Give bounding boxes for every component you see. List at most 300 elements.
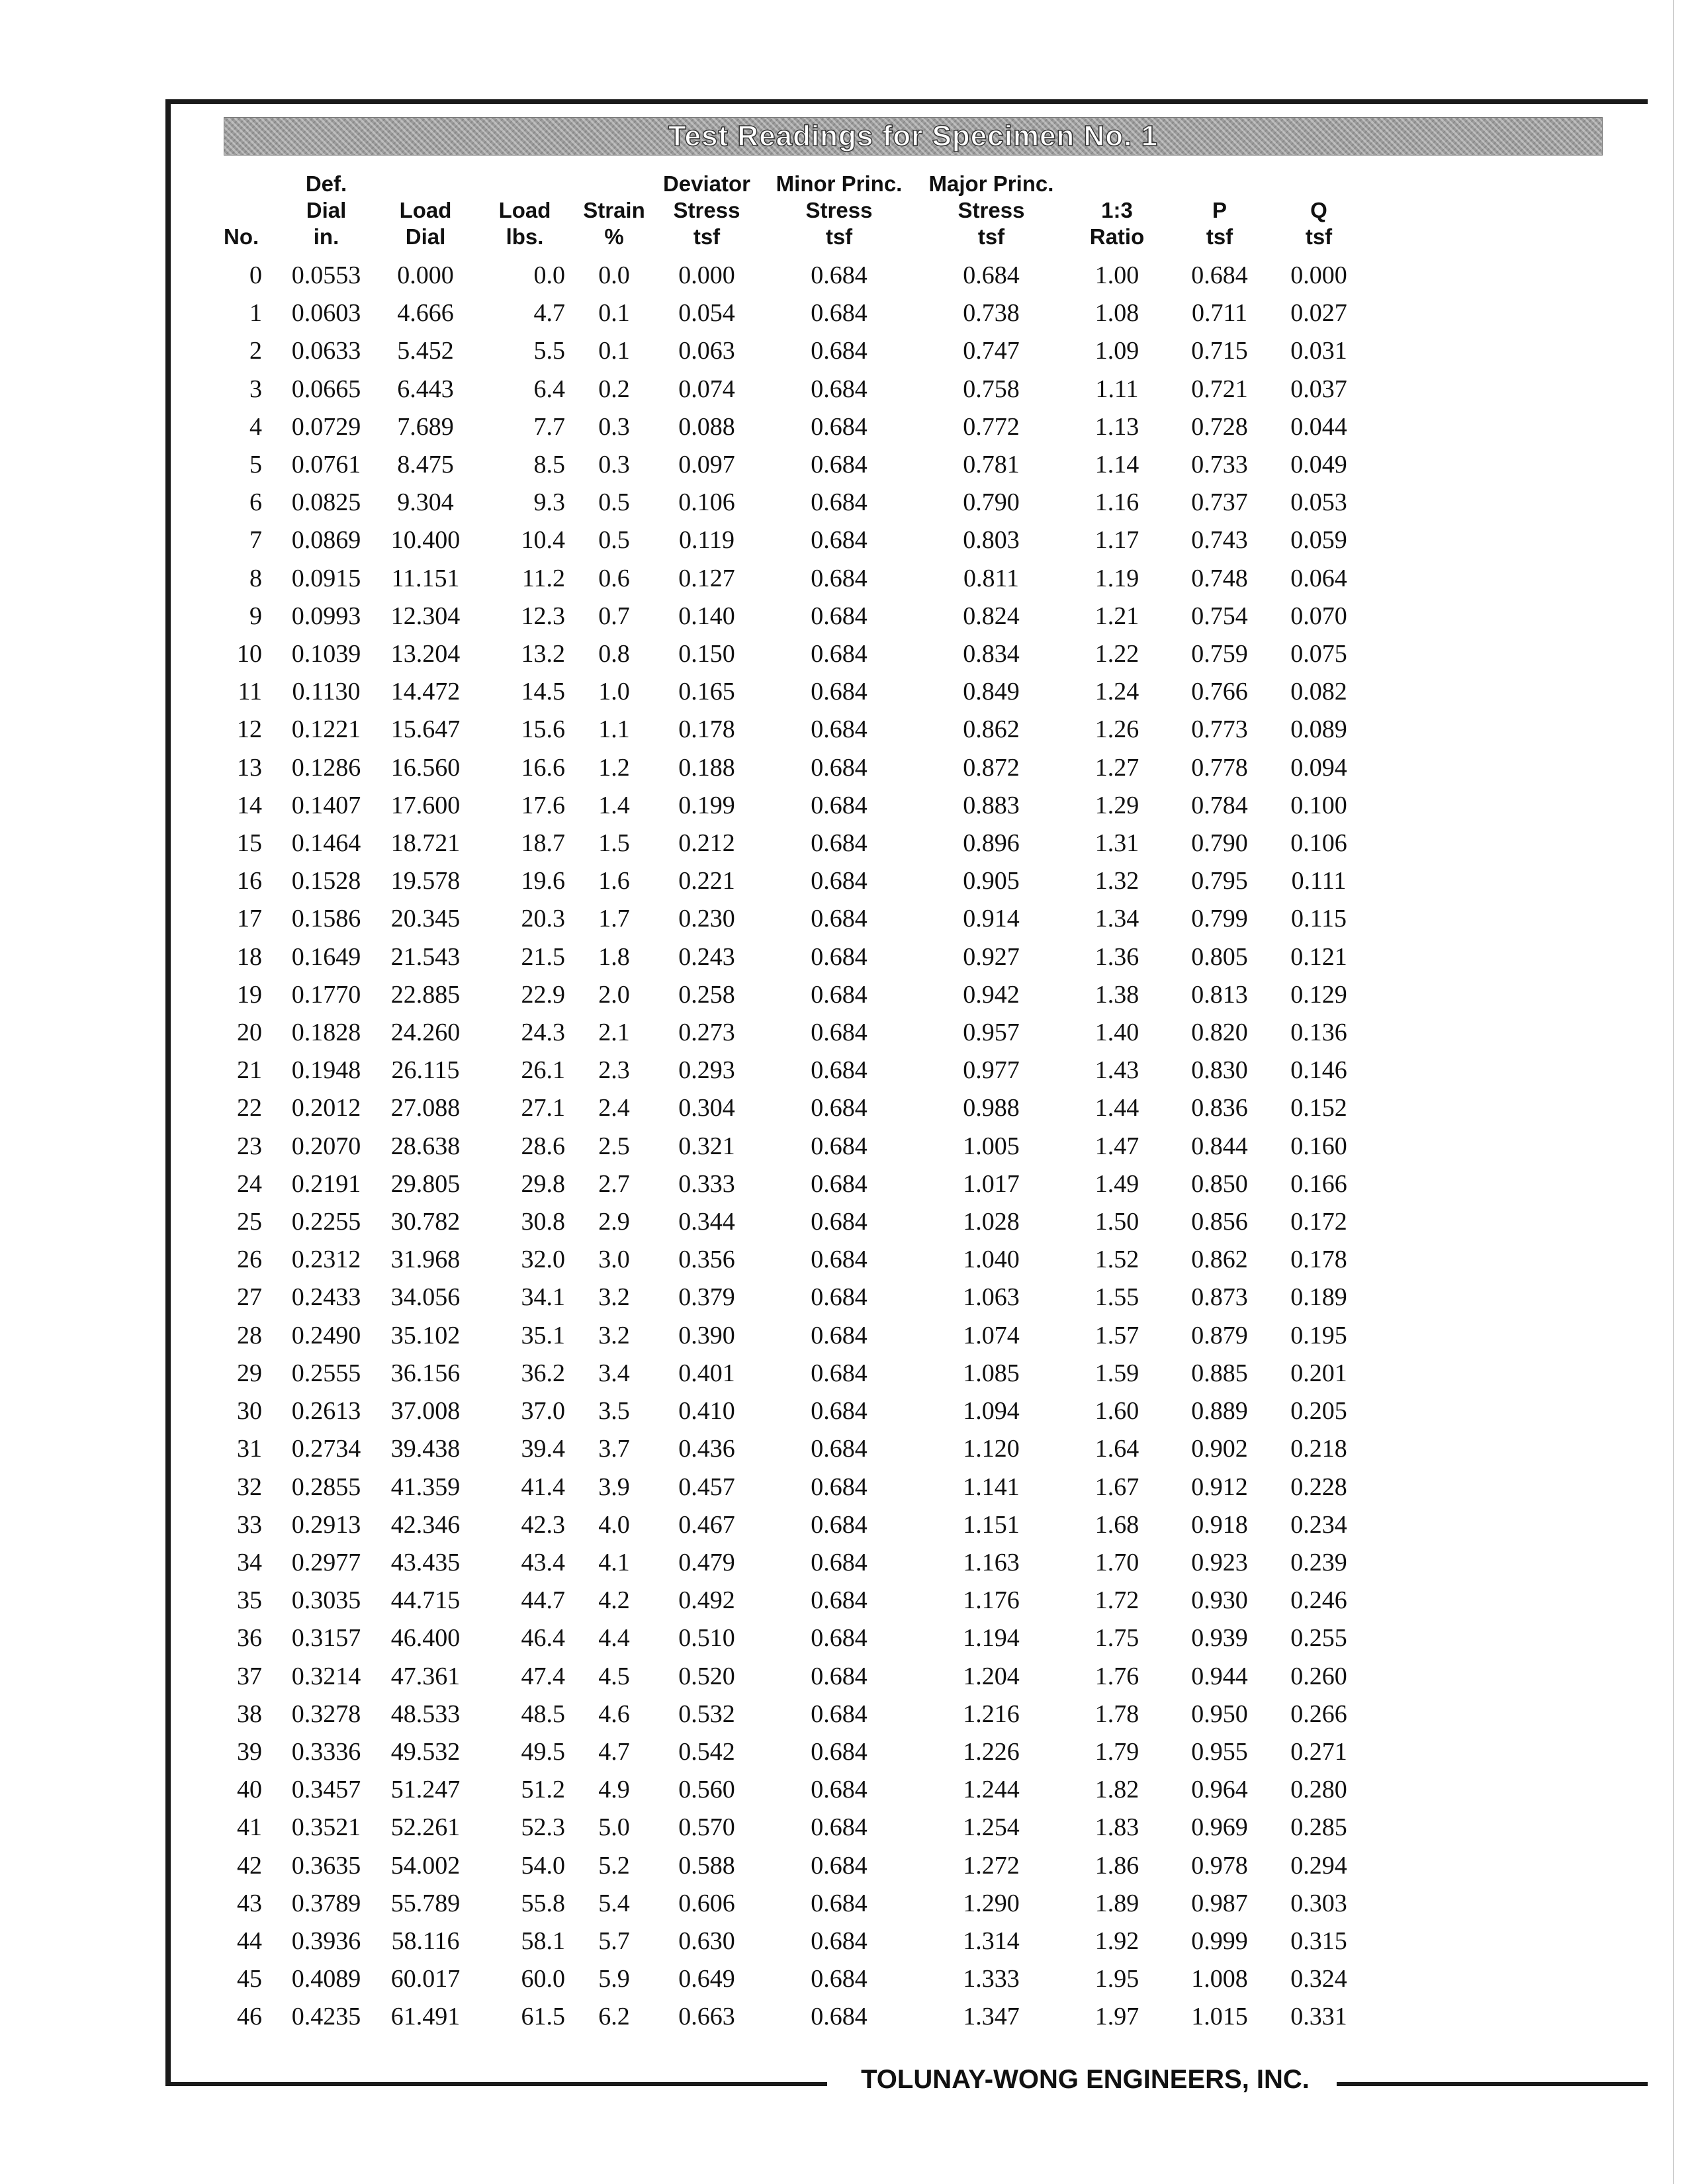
table-cell: 1.92 (1094, 1927, 1139, 1955)
table-cell: 4.0 (598, 1510, 630, 1539)
table-cell: 0.230 (678, 905, 735, 933)
table-cell: 1.50 (1094, 1208, 1139, 1236)
table-cell: 0.684 (811, 715, 868, 744)
table-cell: 0.999 (1191, 1927, 1248, 1955)
column-header-line: tsf (977, 224, 1005, 249)
table-cell: 0.759 (1191, 640, 1248, 668)
table-cell: 1.34 (1094, 905, 1139, 933)
table-cell: 23 (237, 1132, 262, 1160)
table-cell: 0.243 (678, 942, 735, 971)
table-cell: 1.24 (1094, 678, 1139, 706)
table-cell: 36 (237, 1624, 262, 1653)
table-cell: 0.520 (678, 1662, 735, 1690)
table-cell: 1.2 (598, 753, 630, 782)
table-cell: 0.663 (678, 2003, 735, 2031)
table-cell: 0.889 (1191, 1397, 1248, 1426)
table-cell: 0.795 (1191, 867, 1248, 895)
table-cell: 43 (237, 1889, 262, 1917)
table-cell: 1.32 (1094, 867, 1139, 895)
table-cell: 27 (237, 1283, 262, 1312)
table-cell: 0.212 (678, 829, 735, 858)
table-row (224, 711, 1368, 749)
table-cell: 0.532 (678, 1700, 735, 1728)
table-cell: 0.1586 (291, 905, 361, 933)
table-cell: 0.0633 (291, 337, 361, 365)
table-cell: 9 (249, 602, 262, 630)
table-cell: 0.684 (811, 488, 868, 517)
footer-rule-right (1337, 2082, 1648, 2086)
table-row (224, 1847, 1368, 1885)
table-cell: 1.005 (963, 1132, 1020, 1160)
table-cell: 1.47 (1094, 1132, 1139, 1160)
table-row (224, 1809, 1368, 1846)
table-cell: 17 (237, 905, 262, 933)
table-cell: 0.930 (1191, 1586, 1248, 1615)
table-row (224, 673, 1368, 711)
column-header-line: Strain (583, 198, 645, 222)
table-cell: 0.188 (678, 753, 735, 782)
table-cell: 1.1 (598, 715, 630, 744)
table-cell: 0.684 (811, 526, 868, 555)
table-cell: 0.684 (811, 678, 868, 706)
table-cell: 0.266 (1290, 1700, 1347, 1728)
table-cell: 43.4 (521, 1548, 565, 1576)
table-cell: 1.83 (1094, 1813, 1139, 1842)
table-cell: 0.684 (811, 1700, 868, 1728)
table-cell: 0.0825 (291, 488, 361, 517)
table-cell: 0.772 (963, 412, 1020, 441)
table-cell: 7.689 (397, 412, 454, 441)
table-cell: 4.9 (598, 1776, 630, 1804)
table-cell: 0.082 (1290, 678, 1347, 706)
table-cell: 0.684 (811, 905, 868, 933)
table-cell: 0.321 (678, 1132, 735, 1160)
table-cell: 0.684 (811, 1624, 868, 1653)
table-cell: 0.2070 (291, 1132, 361, 1160)
table-cell: 1.95 (1094, 1965, 1139, 1993)
table-cell: 0.044 (1290, 412, 1347, 441)
table-cell: 21.5 (521, 942, 565, 971)
table-cell: 0.178 (1290, 1246, 1347, 1274)
table-cell: 2.7 (598, 1169, 630, 1198)
footer (165, 2065, 1648, 2094)
table-cell: 0.000 (678, 261, 735, 289)
table-cell: 0.813 (1191, 980, 1248, 1009)
table-cell: 22.885 (390, 980, 461, 1009)
table-cell: 44.7 (521, 1586, 565, 1615)
table-cell: 0.805 (1191, 942, 1248, 971)
table-cell: 0.738 (963, 299, 1020, 328)
table-cell: 0.6 (598, 564, 630, 592)
table-cell: 41.359 (390, 1473, 461, 1501)
table-cell: 0.684 (811, 829, 868, 858)
table-cell: 0.758 (963, 375, 1020, 403)
table-cell: 0.054 (678, 299, 735, 328)
table-cell: 0.172 (1290, 1208, 1347, 1236)
table-row (224, 1014, 1368, 1052)
table-cell: 0.790 (1191, 829, 1248, 858)
table-cell: 10 (237, 640, 262, 668)
table-cell: 0.781 (963, 451, 1020, 479)
table-cell: 0.542 (678, 1737, 735, 1766)
table-row (224, 295, 1368, 332)
table-cell: 0.754 (1191, 602, 1248, 630)
test-readings-table (224, 171, 1368, 2036)
table-cell: 0.649 (678, 1965, 735, 1993)
table-row (224, 1469, 1368, 1506)
table-cell: 1.141 (963, 1473, 1020, 1501)
table-cell: 0.121 (1290, 942, 1347, 971)
table-cell: 22.9 (521, 980, 565, 1009)
table-cell: 0.905 (963, 867, 1020, 895)
table-cell: 0.914 (963, 905, 1020, 933)
table-cell: 7 (249, 526, 262, 555)
table-cell: 29 (237, 1359, 262, 1387)
table-cell: 0.834 (963, 640, 1020, 668)
table-cell: 0.1286 (291, 753, 361, 782)
table-cell: 18 (237, 942, 262, 971)
table-cell: 0.100 (1290, 791, 1347, 819)
table-cell: 0.873 (1191, 1283, 1248, 1312)
column-header-line: Stress (958, 198, 1025, 222)
table-row (224, 408, 1368, 446)
table-cell: 0.7 (598, 602, 630, 630)
column-header-line: Load (498, 198, 551, 222)
table-cell: 21 (237, 1056, 262, 1085)
table-cell: 35.102 (390, 1321, 461, 1349)
table-cell: 33 (237, 1510, 262, 1539)
table-cell: 7.7 (533, 412, 565, 441)
table-cell: 5 (249, 451, 262, 479)
table-row (224, 1052, 1368, 1089)
table-cell: 0.160 (1290, 1132, 1347, 1160)
table-cell: 1.78 (1094, 1700, 1139, 1728)
table-cell: 1.43 (1094, 1056, 1139, 1085)
table-cell: 0.3936 (291, 1927, 361, 1955)
table-cell: 0.258 (678, 980, 735, 1009)
table-cell: 0.803 (963, 526, 1020, 555)
table-body (224, 257, 1368, 2036)
table-cell: 0.2 (598, 375, 630, 403)
table-cell: 0.684 (811, 1094, 868, 1122)
table-cell: 38 (237, 1700, 262, 1728)
table-cell: 0.294 (1290, 1851, 1347, 1880)
table-cell: 0.246 (1290, 1586, 1347, 1615)
column-header-line: Def. (305, 171, 347, 196)
column-header (654, 171, 760, 257)
table-row (224, 598, 1368, 635)
table-row (224, 371, 1368, 408)
column-header-line: % (604, 224, 624, 249)
table-cell: 0.146 (1290, 1056, 1347, 1085)
table-cell: 0.684 (811, 791, 868, 819)
table-cell: 0.784 (1191, 791, 1248, 819)
table-cell: 10.4 (521, 526, 565, 555)
table-cell: 55.789 (390, 1889, 461, 1917)
table-cell: 0.205 (1290, 1397, 1347, 1426)
table-cell: 1.21 (1094, 602, 1139, 630)
table-cell: 13.204 (390, 640, 461, 668)
table-cell: 0.684 (811, 1208, 868, 1236)
column-header-line: Stress (673, 198, 740, 222)
table-cell: 30 (237, 1397, 262, 1426)
table-cell: 15.647 (390, 715, 461, 744)
table-cell: 1.16 (1094, 488, 1139, 517)
column-header-line: tsf (1206, 224, 1233, 249)
table-cell: 1.120 (963, 1435, 1020, 1463)
table-cell: 0.2312 (291, 1246, 361, 1274)
table-row (224, 1392, 1368, 1430)
table-cell: 0.684 (963, 261, 1020, 289)
table-cell: 24.260 (390, 1019, 461, 1047)
table-cell: 0.344 (678, 1208, 735, 1236)
table-cell: 0.000 (1290, 261, 1347, 289)
table-cell: 0.303 (1290, 1889, 1347, 1917)
table-cell: 0.059 (1290, 526, 1347, 555)
table-cell: 1.64 (1094, 1435, 1139, 1463)
table-cell: 0.950 (1191, 1700, 1248, 1728)
table-cell: 0.5 (598, 526, 630, 555)
table-row (224, 1128, 1368, 1165)
table-cell: 0.684 (811, 1737, 868, 1766)
table-cell: 58.116 (391, 1927, 460, 1955)
column-header (224, 171, 277, 257)
table-cell: 0.0603 (291, 299, 361, 328)
table-cell: 2.0 (598, 980, 630, 1009)
table-cell: 44 (237, 1927, 262, 1955)
table-cell: 0.856 (1191, 1208, 1248, 1236)
table-cell: 0.885 (1191, 1359, 1248, 1387)
table-cell: 0.684 (811, 412, 868, 441)
table-cell: 0.064 (1290, 564, 1347, 592)
table-cell: 0.684 (811, 1889, 868, 1917)
table-cell: 0.684 (1191, 261, 1248, 289)
table-cell: 0.129 (1290, 980, 1347, 1009)
table-cell: 0.684 (811, 1359, 868, 1387)
table-cell: 41.4 (521, 1473, 565, 1501)
table-row (224, 484, 1368, 522)
table-cell: 0.2255 (291, 1208, 361, 1236)
table-row (224, 1619, 1368, 1657)
column-header-line: tsf (693, 224, 721, 249)
column-header-line: Load (399, 198, 452, 222)
table-cell: 0.401 (678, 1359, 735, 1387)
table-cell: 0.324 (1290, 1965, 1347, 1993)
table-cell: 48.533 (390, 1700, 461, 1728)
table-cell: 27.088 (390, 1094, 461, 1122)
table-cell: 51.2 (521, 1776, 565, 1804)
table-cell: 1.216 (963, 1700, 1020, 1728)
table-cell: 26.115 (391, 1056, 460, 1085)
column-header (277, 171, 376, 257)
table-cell: 0.000 (397, 261, 454, 289)
table-cell: 0.3789 (291, 1889, 361, 1917)
table-cell: 0.684 (811, 602, 868, 630)
table-cell: 0.136 (1290, 1019, 1347, 1047)
table-cell: 0.218 (1290, 1435, 1347, 1463)
table-cell: 1.254 (963, 1813, 1020, 1842)
table-cell: 0.2433 (291, 1283, 361, 1312)
table-cell: 0.964 (1191, 1776, 1248, 1804)
table-cell: 2.5 (598, 1132, 630, 1160)
table-cell: 0.957 (963, 1019, 1020, 1047)
table-cell: 4.4 (598, 1624, 630, 1653)
table-cell: 2.1 (598, 1019, 630, 1047)
table-header-row (224, 171, 1368, 257)
table-cell: 0.152 (1290, 1094, 1347, 1122)
table-cell: 54.002 (390, 1851, 461, 1880)
table-cell: 0.5 (598, 488, 630, 517)
table-row (224, 749, 1368, 787)
table-cell: 1.55 (1094, 1283, 1139, 1312)
table-cell: 0.879 (1191, 1321, 1248, 1349)
column-header-line: P (1212, 198, 1227, 222)
column-header-line: Q (1310, 198, 1327, 222)
table-cell: 0.379 (678, 1283, 735, 1312)
table-row (224, 1658, 1368, 1696)
table-cell: 1.244 (963, 1776, 1020, 1804)
table-cell: 41 (237, 1813, 262, 1842)
table-cell: 1.75 (1094, 1624, 1139, 1653)
table-cell: 22 (237, 1094, 262, 1122)
table-cell: 3.0 (598, 1246, 630, 1274)
table-cell: 0.271 (1290, 1737, 1347, 1766)
table-row (224, 900, 1368, 938)
table-cell: 0.063 (678, 337, 735, 365)
table-cell: 1.60 (1094, 1397, 1139, 1426)
table-cell: 0.560 (678, 1776, 735, 1804)
table-cell: 0.684 (811, 1473, 868, 1501)
table-cell: 0.850 (1191, 1169, 1248, 1198)
table-cell: 34.1 (521, 1283, 565, 1312)
table-cell: 0.2490 (291, 1321, 361, 1349)
title-banner (224, 117, 1603, 156)
table-cell: 0.684 (811, 753, 868, 782)
table-cell: 0.140 (678, 602, 735, 630)
table-cell: 0.436 (678, 1435, 735, 1463)
table-cell: 1.57 (1094, 1321, 1139, 1349)
page-edge-line (1673, 0, 1674, 2184)
table-cell: 12.304 (390, 602, 461, 630)
table-cell: 0.280 (1290, 1776, 1347, 1804)
table-cell: 0.733 (1191, 451, 1248, 479)
table-row (224, 787, 1368, 825)
table-cell: 1.40 (1094, 1019, 1139, 1047)
table-row (224, 446, 1368, 484)
table-cell: 0.0 (533, 261, 565, 289)
table-cell: 0.684 (811, 564, 868, 592)
table-cell: 0.684 (811, 1586, 868, 1615)
table-cell: 0.119 (678, 526, 735, 555)
table-cell: 1.333 (963, 1965, 1020, 1993)
table-cell: 5.4 (598, 1889, 630, 1917)
table-cell: 28.6 (521, 1132, 565, 1160)
table-cell: 0.0 (598, 261, 630, 289)
table-cell: 17.6 (521, 791, 565, 819)
table-cell: 5.2 (598, 1851, 630, 1880)
column-header (1064, 171, 1170, 257)
table-cell: 42 (237, 1851, 262, 1880)
table-cell: 0.588 (678, 1851, 735, 1880)
table-cell: 27.1 (521, 1094, 565, 1122)
table-row (224, 938, 1368, 976)
table-cell: 20 (237, 1019, 262, 1047)
table-cell: 0.728 (1191, 412, 1248, 441)
column-header-line: Ratio (1089, 224, 1145, 249)
table-cell: 0.410 (678, 1397, 735, 1426)
table-cell: 11 (238, 678, 262, 706)
table-cell: 45 (237, 1965, 262, 1993)
table-cell: 37.008 (390, 1397, 461, 1426)
table-cell: 0.790 (963, 488, 1020, 517)
table-cell: 0.684 (811, 375, 868, 403)
table-cell: 5.5 (533, 337, 565, 365)
table-cell: 0.390 (678, 1321, 735, 1349)
table-cell: 16 (237, 867, 262, 895)
frame-left-border (165, 99, 171, 2085)
table-cell: 0.912 (1191, 1473, 1248, 1501)
column-header-line: tsf (825, 224, 853, 249)
table-cell: 14 (237, 791, 262, 819)
table-cell: 0.684 (811, 640, 868, 668)
table-cell: 0.684 (811, 1435, 868, 1463)
table-cell: 0.2555 (291, 1359, 361, 1387)
table-cell: 1.82 (1094, 1776, 1139, 1804)
table-cell: 1.31 (1094, 829, 1139, 858)
column-header (1170, 171, 1269, 257)
table-cell: 0.820 (1191, 1019, 1248, 1047)
table-cell: 0.715 (1191, 337, 1248, 365)
table-cell: 0.684 (811, 1321, 868, 1349)
table-cell: 0.037 (1290, 375, 1347, 403)
column-header-line: 1:3 (1101, 198, 1133, 222)
table-cell: 0.2012 (291, 1094, 361, 1122)
table-cell: 0.988 (963, 1094, 1020, 1122)
table-cell: 32.0 (521, 1246, 565, 1274)
table-cell: 35.1 (521, 1321, 565, 1349)
table-cell: 19.578 (390, 867, 461, 895)
table-cell: 0.165 (678, 678, 735, 706)
table-cell: 0.630 (678, 1927, 735, 1955)
table-cell: 1.38 (1094, 980, 1139, 1009)
table-cell: 0.315 (1290, 1927, 1347, 1955)
table-cell: 15 (237, 829, 262, 858)
table-cell: 0.031 (1290, 337, 1347, 365)
table-cell: 0.773 (1191, 715, 1248, 744)
table-cell: 16.6 (521, 753, 565, 782)
table-cell: 12 (237, 715, 262, 744)
table-cell: 0.1039 (291, 640, 361, 668)
table-cell: 0.2191 (291, 1169, 361, 1198)
table-cell: 0.492 (678, 1586, 735, 1615)
table-cell: 1.00 (1094, 261, 1139, 289)
table-row (224, 1960, 1368, 1998)
column-header (1269, 171, 1368, 257)
table-cell: 2.9 (598, 1208, 630, 1236)
table-row (224, 1241, 1368, 1279)
table-cell: 0.836 (1191, 1094, 1248, 1122)
table-cell: 0.684 (811, 299, 868, 328)
table-cell: 20.3 (521, 905, 565, 933)
table-cell: 0.0553 (291, 261, 361, 289)
table-cell: 0.684 (811, 942, 868, 971)
table-cell: 3.7 (598, 1435, 630, 1463)
table-cell: 0.8 (598, 640, 630, 668)
table-cell: 0.150 (678, 640, 735, 668)
table-cell: 1 (249, 299, 262, 328)
table-cell: 0.111 (1291, 867, 1347, 895)
table-cell: 0.684 (811, 980, 868, 1009)
